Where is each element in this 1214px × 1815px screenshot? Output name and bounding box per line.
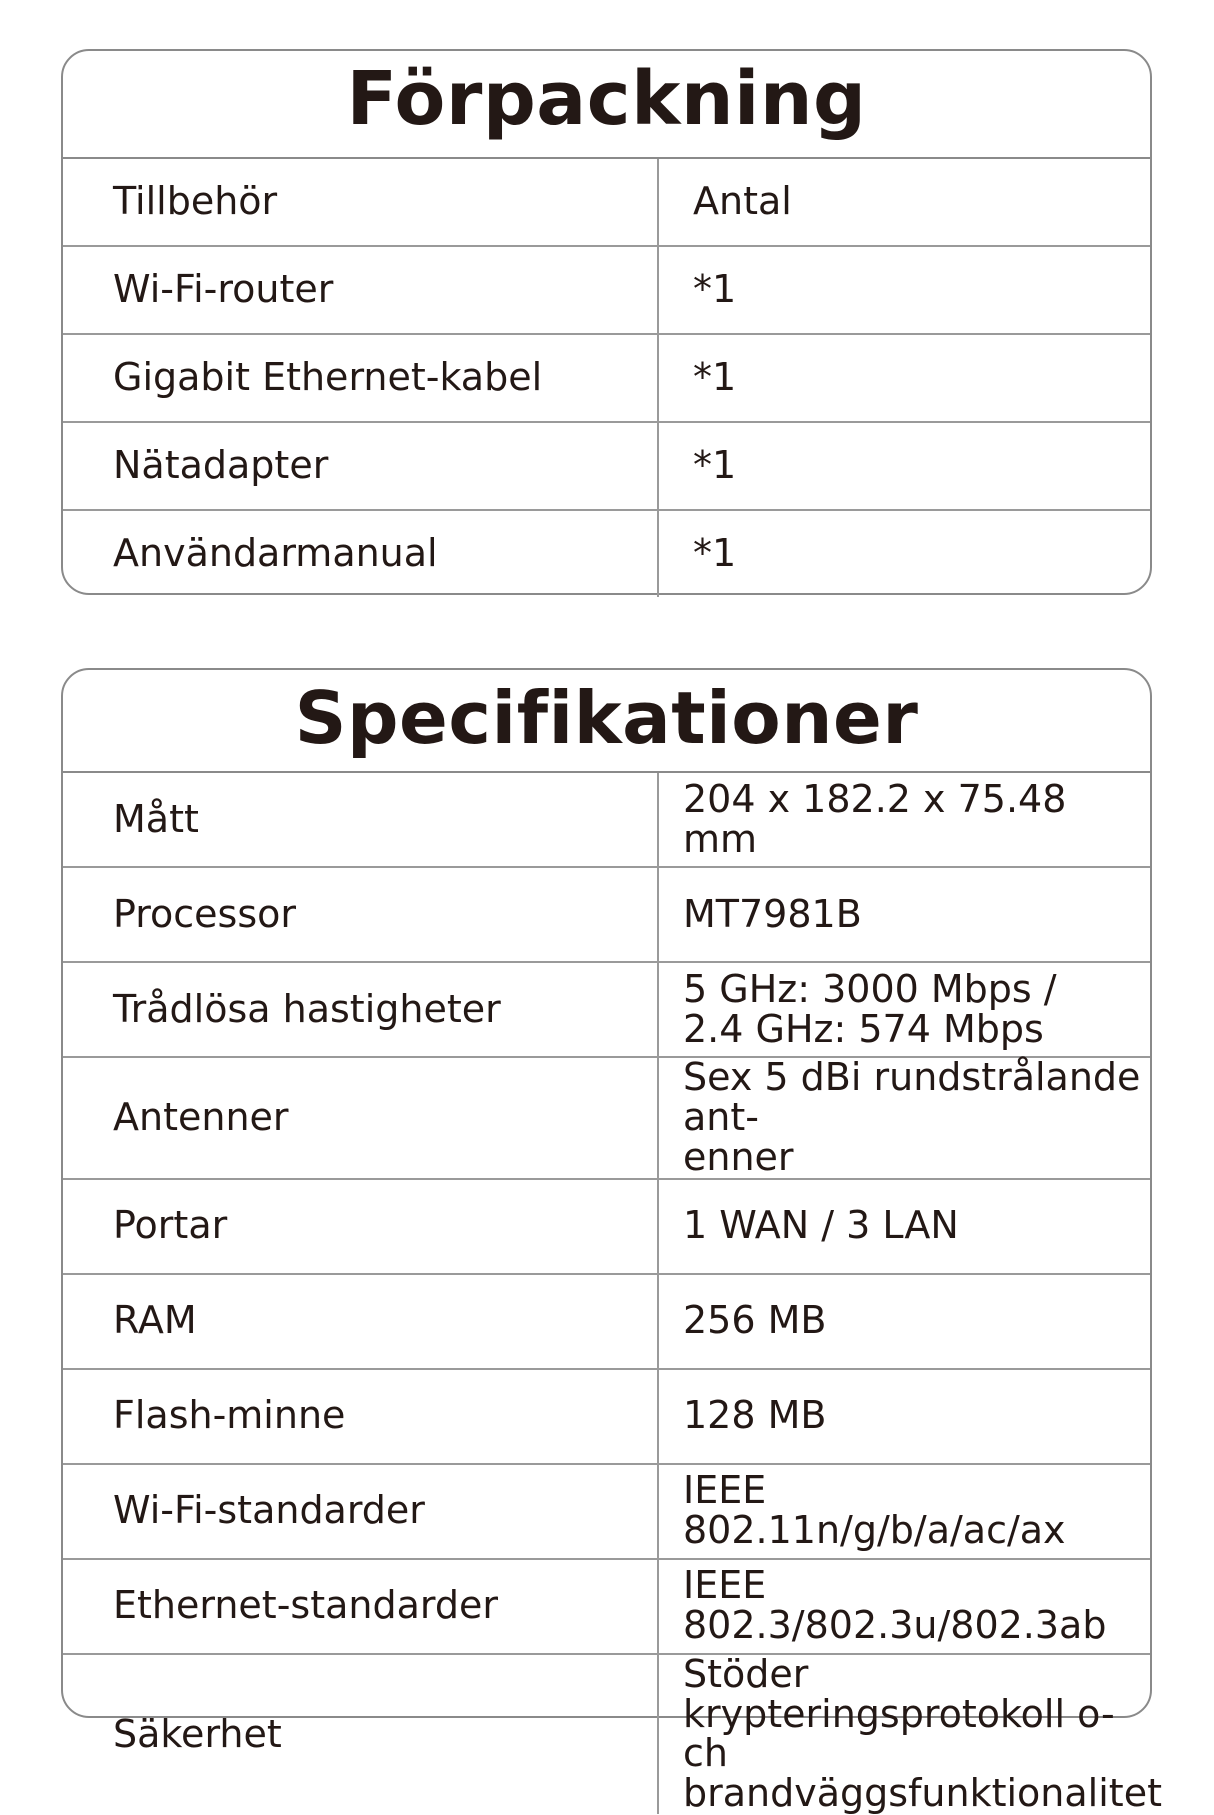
table-row (63, 422, 1150, 510)
table-row (63, 962, 1150, 1057)
packing-header-item: Tillbehör (63, 159, 658, 246)
table-row (63, 1559, 1150, 1654)
table-row (63, 1464, 1150, 1559)
table-row (63, 1654, 1150, 1815)
packing-item-name: Nätadapter (63, 422, 658, 510)
table-row (63, 1057, 1150, 1179)
spec-value-line: 5 GHz: 3000 Mbps / (683, 966, 1057, 1011)
spec-value-line: enner (683, 1134, 794, 1179)
packing-item-qty: *1 (693, 531, 737, 576)
spec-label: Flash-minne (63, 1369, 658, 1464)
table-row (63, 1369, 1150, 1464)
spec-value (658, 1057, 1150, 1179)
table-row (63, 510, 1150, 597)
spec-value-line: ch brandväggsfunktionalitet (683, 1731, 1162, 1815)
spec-label: RAM (63, 1274, 658, 1369)
spec-value-line: MT7981B (683, 891, 862, 936)
packing-title: Förpackning (63, 51, 1150, 159)
packing-header-row (63, 159, 1150, 246)
packing-item-name: Gigabit Ethernet-kabel (63, 334, 658, 422)
specs-title: Specifikationer (63, 670, 1150, 773)
table-row (63, 1274, 1150, 1369)
packing-item-qty: *1 (658, 334, 1150, 422)
spec-value (658, 1559, 1150, 1654)
spec-label: Portar (63, 1179, 658, 1274)
specs-table (63, 773, 1162, 1815)
spec-value-line: IEEE 802.11n/g/b/a/ac/ax (683, 1468, 1066, 1553)
spec-value-line: 2.4 GHz: 574 Mbps (683, 1006, 1044, 1051)
spec-value (658, 962, 1150, 1057)
spec-value-line: IEEE 802.3/802.3u/802.3ab (683, 1563, 1107, 1648)
spec-label: Ethernet-standarder (63, 1559, 658, 1654)
specs-table-card (61, 668, 1162, 1815)
spec-value-line: 256 MB (683, 1298, 827, 1343)
spec-value (658, 1274, 1150, 1369)
spec-value-line: Sex 5 dBi rundstrålande ant- (683, 1055, 1141, 1139)
packing-table-card (61, 49, 1152, 595)
packing-header-qty: Antal (658, 159, 1150, 246)
spec-label: Wi-Fi-standarder (63, 1464, 658, 1559)
packing-item-qty: *1 (658, 246, 1150, 334)
spec-label: Trådlösa hastigheter (63, 962, 658, 1057)
table-row (63, 334, 1150, 422)
spec-value (658, 1651, 1162, 1815)
spec-label: Säkerhet (63, 1654, 658, 1815)
spec-value-line: 128 MB (683, 1393, 827, 1438)
packing-item-qty: *1 (658, 422, 1150, 510)
spec-value-line: Stöder krypteringsprotokoll o- (683, 1651, 1115, 1736)
spec-label: Antenner (63, 1057, 658, 1179)
spec-value (658, 1179, 1150, 1274)
table-row (63, 1179, 1150, 1274)
spec-value (658, 773, 1150, 867)
table-row (63, 773, 1150, 867)
packing-item-name: Wi-Fi-router (63, 246, 658, 334)
spec-value-line: 1 WAN / 3 LAN (683, 1203, 959, 1248)
spec-label: Mått (63, 773, 658, 867)
spec-value (658, 867, 1150, 962)
packing-item-name: Användarmanual (63, 510, 658, 597)
packing-table (63, 159, 1150, 597)
spec-label: Processor (63, 867, 658, 962)
spec-value (658, 1464, 1150, 1559)
table-row (63, 867, 1150, 962)
table-row (63, 246, 1150, 334)
spec-value (658, 1369, 1150, 1464)
spec-value-line: 204 x 182.2 x 75.48 mm (683, 776, 1067, 861)
